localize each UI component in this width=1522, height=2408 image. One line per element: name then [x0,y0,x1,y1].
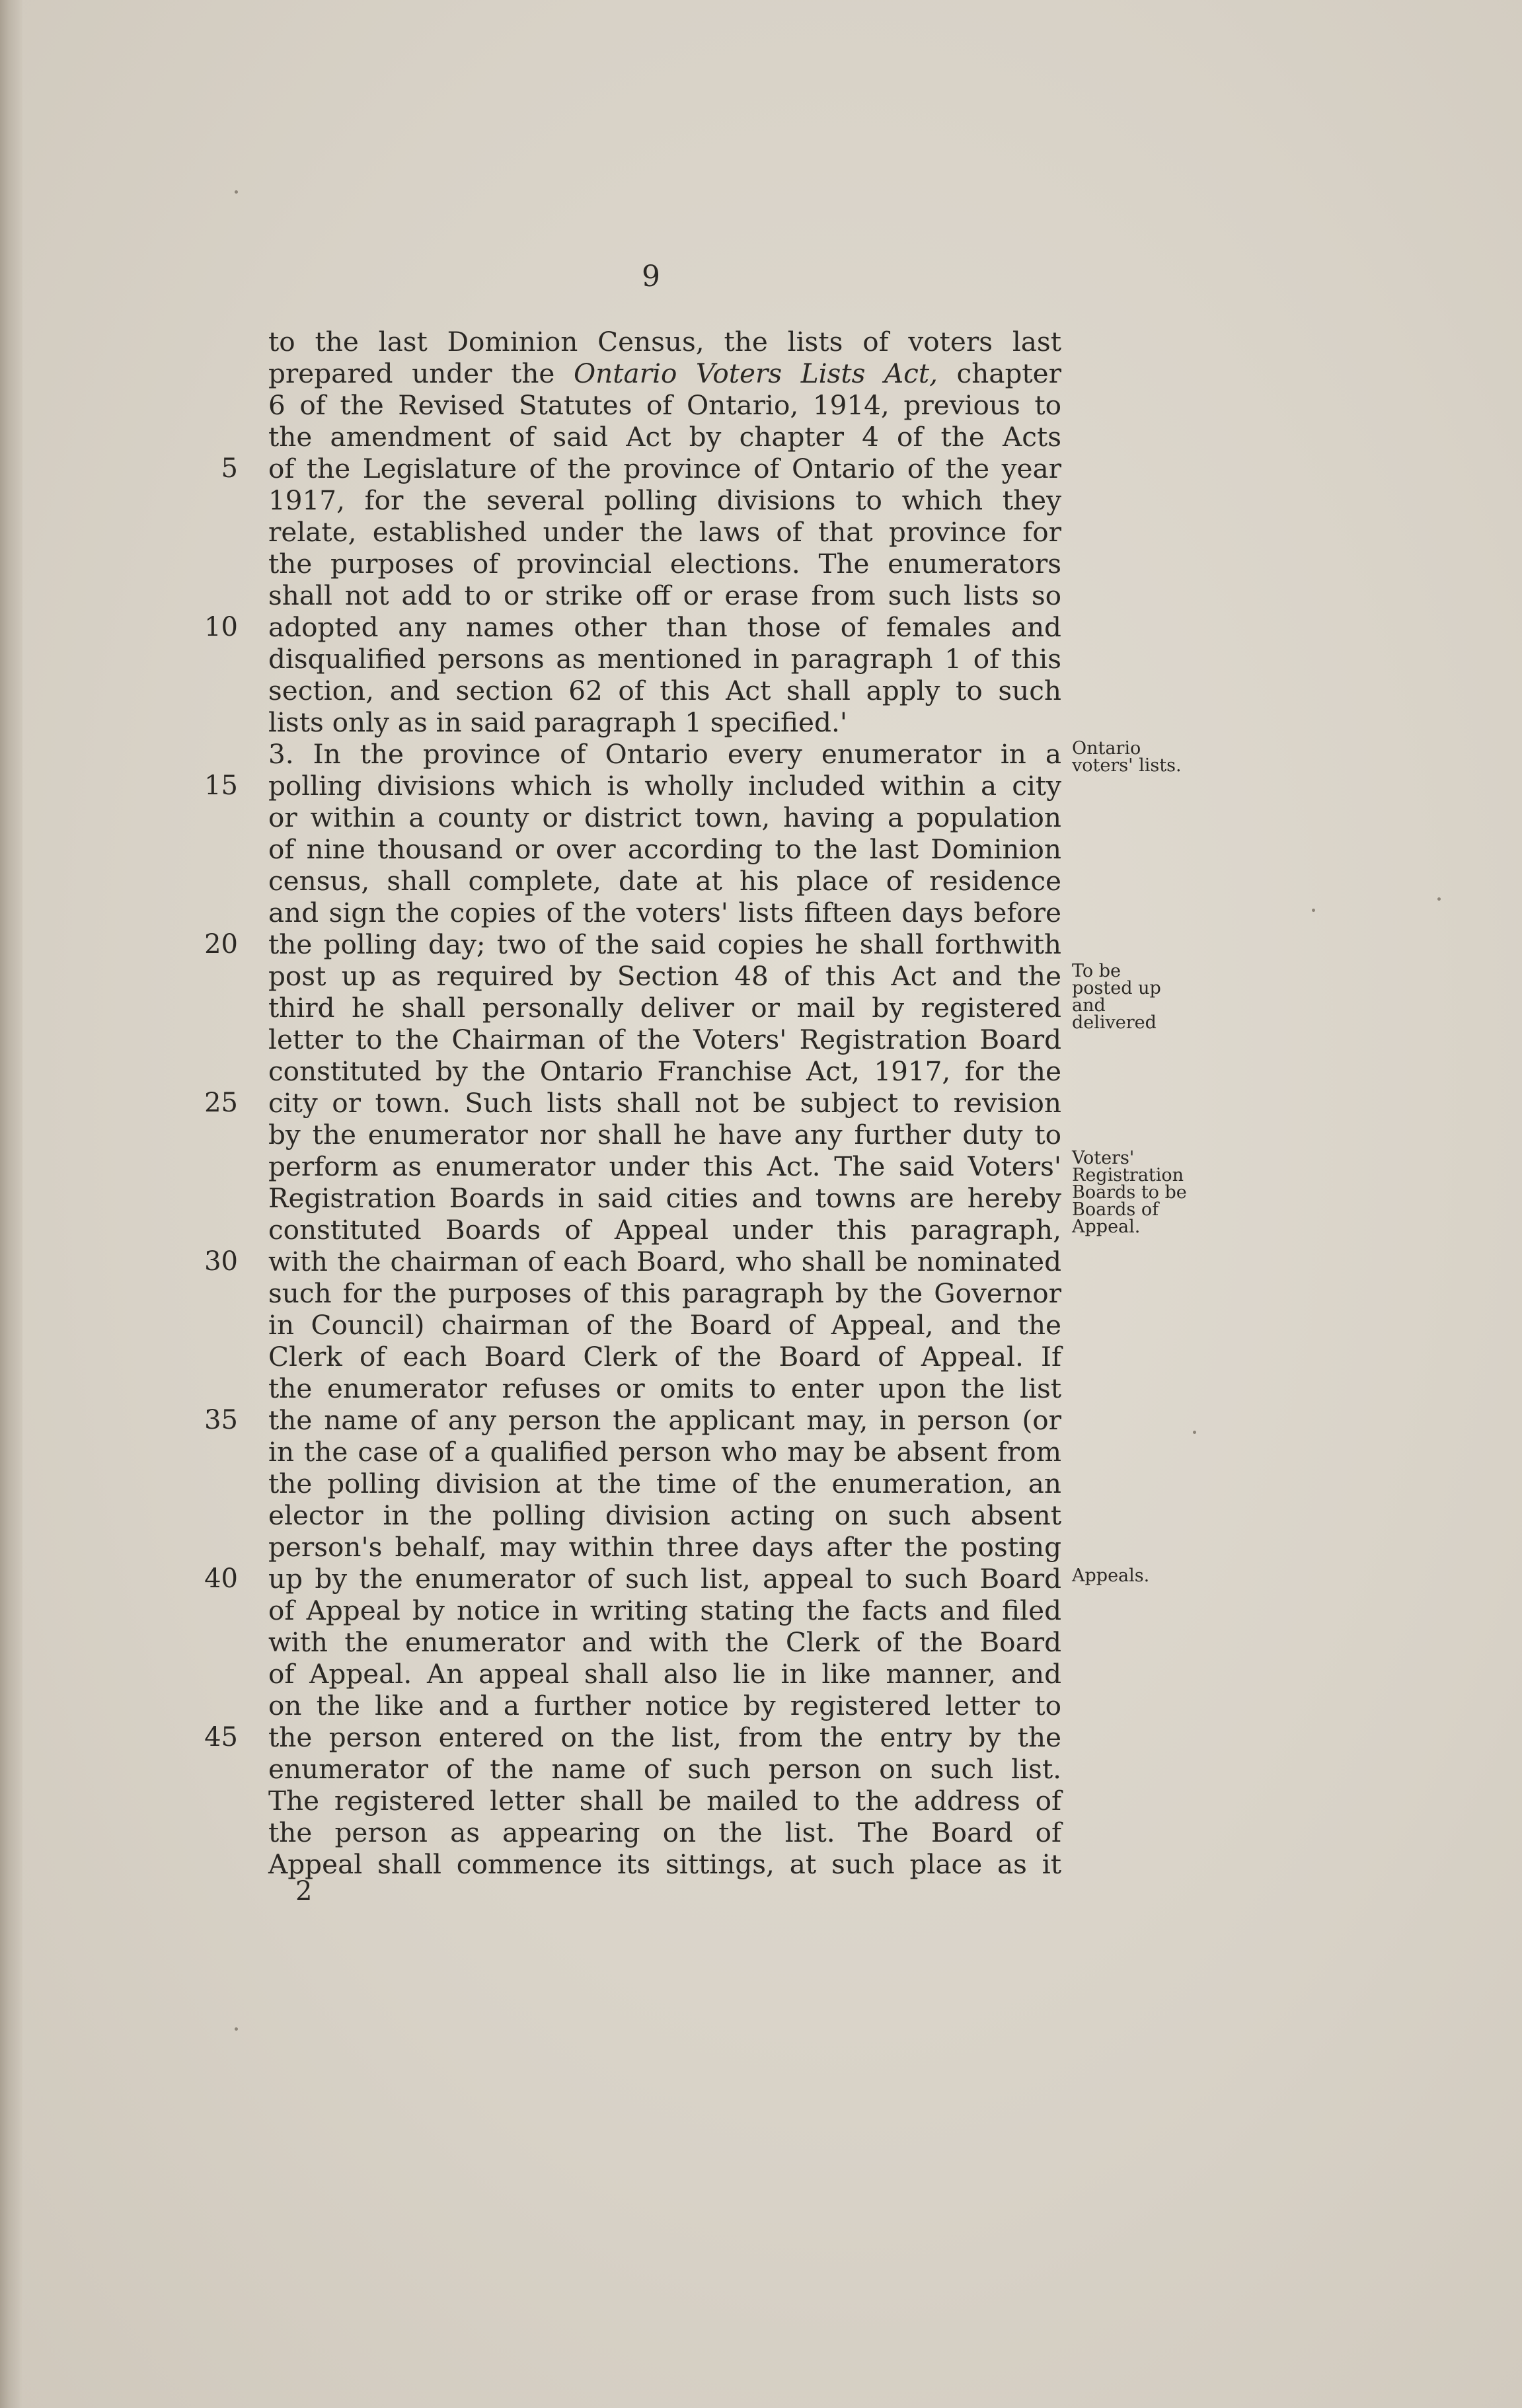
paper-speck [235,2027,238,2031]
margin-note-line: Boards to be [1072,1182,1187,1203]
text-line: Registration Boards in said cities and towns are hereby [268,1182,1061,1214]
text-line: elector in the polling division acting on such absent [268,1499,1061,1531]
text-line: the name of any person the applicant may, in person (or [268,1404,1061,1436]
text-line: in the case of a qualified person who may be absent from [268,1436,1061,1468]
line-number: 15 [204,771,238,801]
text-line: the purposes of provincial elections. The enumerators [268,548,1061,580]
text-line: of Appeal. An appeal shall also lie in like manner, and [268,1658,1061,1690]
line-number: 10 [204,612,238,642]
margin-note [1072,1150,1187,1236]
text-line: polling divisions which is wholly included within a city [268,770,1061,802]
line-number: 25 [204,1088,238,1118]
text-line: of nine thousand or over according to the last Dominion [268,833,1061,865]
paper-speck [1437,897,1441,901]
margin-note-line: Voters' [1072,1148,1135,1168]
line-number: 35 [204,1405,238,1435]
text-line: with the enumerator and with the Clerk of the Board [268,1626,1061,1658]
margin-note [1072,740,1182,774]
paper-speck [1312,909,1315,912]
binding-edge [0,0,22,2408]
page-number: 9 [642,260,660,293]
text-line: 6 of the Revised Statutes of Ontario, 1914, previous to [268,389,1061,421]
text-line: with the chairman of each Board, who shall be nominated [268,1246,1061,1277]
text-line: to the last Dominion Census, the lists of voters last [268,326,1061,357]
text-line: The registered letter shall be mailed to the address of [268,1785,1061,1817]
margin-note-line: delivered [1072,1012,1157,1033]
line-number: 30 [204,1246,238,1277]
text-line: enumerator of the name of such person on such list. [268,1753,1061,1785]
text-line: perform as enumerator under this Act. The said Voters' [268,1150,1061,1182]
text-line: of Appeal by notice in writing stating the facts and filed [268,1595,1061,1626]
text-line: letter to the Chairman of the Voters' Registration Board [268,1024,1061,1055]
text-line: post up as required by Section 48 of this Act and the [268,960,1061,992]
paper-speck [1193,1431,1196,1434]
signature-mark: 2 [295,1876,313,1906]
text-line: person's behalf, may within three days after the posting [268,1531,1061,1563]
text-line: third he shall personally deliver or mail by registered [268,992,1061,1024]
text-line: of the Legislature of the province of Ontario of the year [268,453,1061,484]
text-line: the polling division at the time of the enumeration, an [268,1468,1061,1499]
text-line: lists only as in said paragraph 1 specified.' [268,706,847,738]
text-line: and sign the copies of the voters' lists fifteen days before [268,897,1061,928]
text-line: or within a county or district town, having a population [268,802,1061,833]
text-line: adopted any names other than those of females and [268,611,1061,643]
margin-note-line: and [1072,995,1106,1016]
text-line: constituted by the Ontario Franchise Act, 1917, for the [268,1055,1061,1087]
text-line: Appeal shall commence its sittings, at such place as it [268,1848,1061,1880]
text-line: the amendment of said Act by chapter 4 of the Acts [268,421,1061,453]
body-text [268,326,1061,1880]
margin-note-line: Registration [1072,1165,1184,1185]
text-line: constituted Boards of Appeal under this paragraph, [268,1214,1061,1246]
text-line: the person as appearing on the list. The Board of [268,1817,1061,1848]
margin-note-line: To be [1072,961,1122,981]
text-line: census, shall complete, date at his place of residence [268,865,1061,897]
text-line: such for the purposes of this paragraph by the Governor [268,1277,1061,1309]
margin-note [1072,963,1161,1032]
text-line: up by the enumerator of such list, appeal to such Board [268,1563,1061,1595]
margin-note-line: Ontario [1072,738,1141,759]
paper-speck [235,190,238,194]
margin-note [1072,1567,1149,1585]
line-number: 40 [204,1563,238,1594]
text-line: on the like and a further notice by registered letter to [268,1690,1061,1721]
margin-note-line: Boards of [1072,1199,1159,1220]
margin-note-line: Appeal. [1072,1217,1141,1237]
text-line: shall not add to or strike off or erase from such lists so [268,580,1061,611]
text-line: the person entered on the list, from the entry by the [268,1721,1061,1753]
margin-note-line: Appeals. [1072,1565,1150,1586]
margin-note-line: voters' lists. [1072,755,1182,776]
text-line: disqualified persons as mentioned in paragraph 1 of this [268,643,1061,675]
text-line: by the enumerator nor shall he have any further duty to [268,1119,1061,1150]
line-number: 20 [204,929,238,959]
text-line: relate, established under the laws of that province for [268,516,1061,548]
text-line: in Council) chairman of the Board of Appeal, and the [268,1309,1061,1341]
text-line: city or town. Such lists shall not be subject to revision [268,1087,1061,1119]
text-line: section, and section 62 of this Act shall apply to such [268,675,1061,706]
text-line: 3. In the province of Ontario every enumerator in a [268,738,1061,770]
line-number: 5 [221,453,238,484]
line-number: 45 [204,1722,238,1752]
margin-note-line: posted up [1072,978,1161,998]
text-line: the polling day; two of the said copies he shall forthwith [268,928,1061,960]
text-line: 1917, for the several polling divisions to which they [268,484,1061,516]
text-line: the enumerator refuses or omits to enter upon the list [268,1373,1061,1404]
text-line: prepared under the Ontario Voters Lists Act, chapter [268,357,1061,389]
text-line: Clerk of each Board Clerk of the Board of Appeal. If [268,1341,1061,1373]
